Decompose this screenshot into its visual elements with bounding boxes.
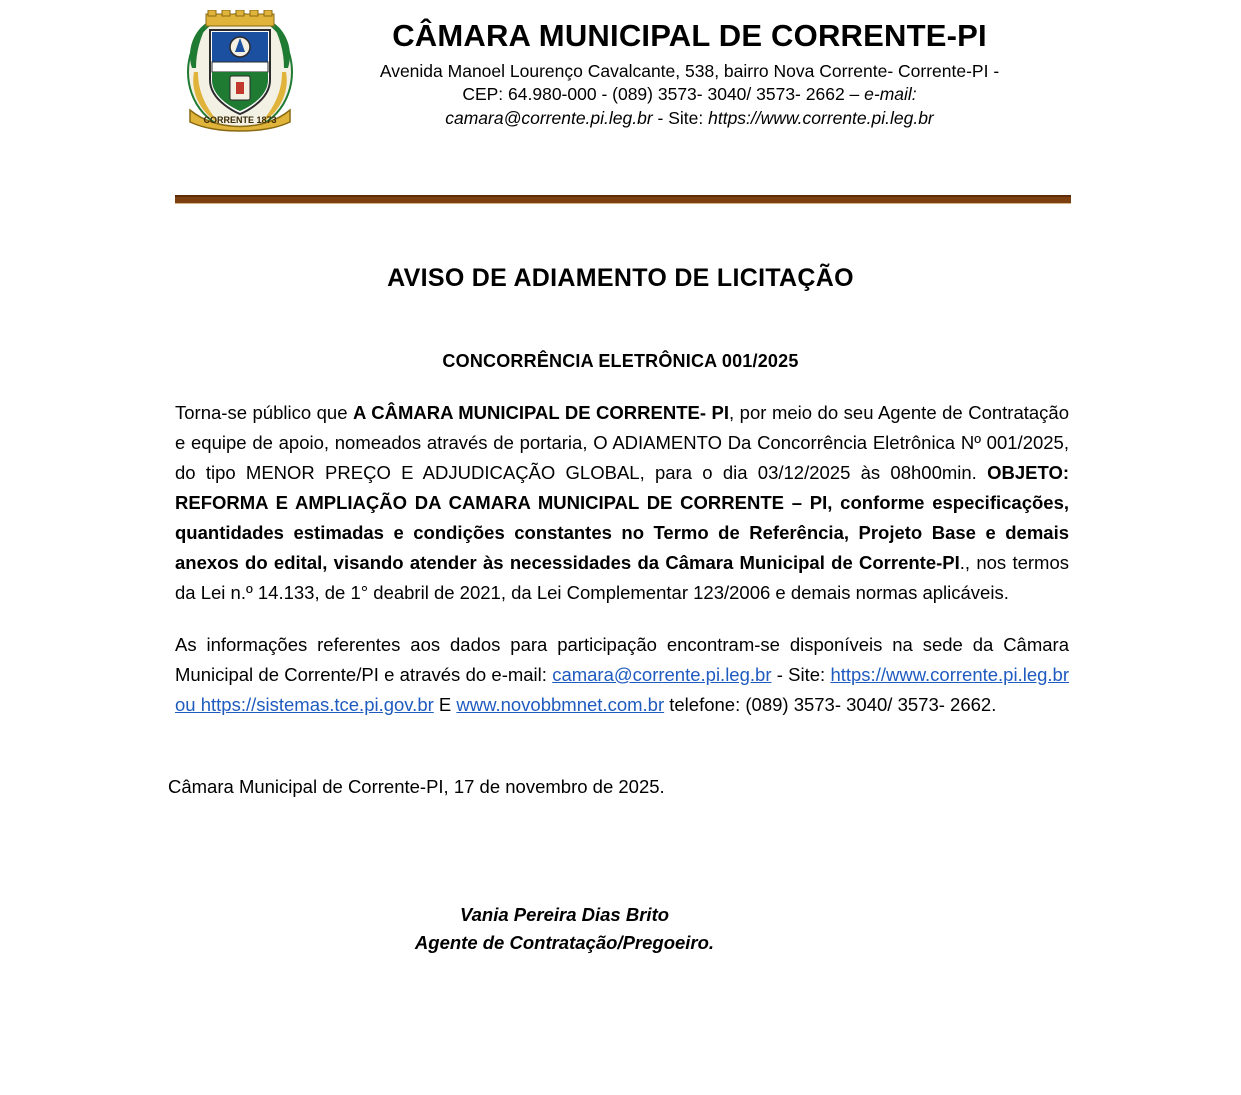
address-line-2 <box>308 83 1071 107</box>
header-email: camara@corrente.pi.leg.br <box>445 107 653 128</box>
header-site-label: - Site: <box>652 107 709 128</box>
email-link[interactable]: camara@corrente.pi.leg.br <box>552 663 772 685</box>
document-body <box>0 398 1241 720</box>
signature-name: Vania Pereira Dias Brito <box>459 903 670 925</box>
signature-block <box>0 904 1241 954</box>
notice-bold-entity: A CÂMARA MUNICIPAL DE CORRENTE- PI <box>353 402 730 423</box>
info-text-4: telefone: (089) 3573- 3040/ 3573- 2662. <box>664 693 997 715</box>
notice-bold-object: OBJETO: REFORMA E AMPLIAÇÃO DA CAMARA MUNICIPAL DE CORRENTE – PI, conforme especificações, quantidades estimadas e condições constantes no Termo de Referência, Projeto Base e demais anexos do edital, visando atender às necessidades da Câmara Municipal de Corrente-PI <box>175 461 1069 573</box>
page-title: AVISO DE ADIAMENTO DE LICITAÇÃO <box>387 264 854 292</box>
header-divider <box>175 195 1071 204</box>
address-line-3 <box>308 107 1071 131</box>
address-line-1: Avenida Manoel Lourenço Cavalcante, 538, bairro Nova Corrente- Corrente-PI - <box>379 60 1000 81</box>
closing-line: Câmara Municipal de Corrente-PI, 17 de novembro de 2025. <box>168 775 665 797</box>
header-text-block <box>300 8 1071 131</box>
paragraph-information <box>175 630 1069 720</box>
organization-title: CÂMARA MUNICIPAL DE CORRENTE-PI <box>392 18 987 53</box>
notice-text-3: ., nos termos da Lei n.º 14.133, de 1° deabril de 2021, da Lei Complementar 123/2006 e demais normas aplicáveis. <box>175 551 1069 603</box>
info-text-1: As informações referentes aos dados para participação encontram-se disponíveis na sede da Câmara Municipal de Corrente/PI e através do e-mail: <box>175 633 1069 685</box>
site-link-bbmnet[interactable]: www.novobbmnet.com.br <box>456 693 665 715</box>
svg-text:CORRENTE 1873: CORRENTE 1873 <box>203 115 277 125</box>
info-text-2: - Site: <box>771 663 831 685</box>
notice-text-1: Torna-se público que <box>175 402 354 423</box>
info-text-3: E <box>433 693 457 715</box>
header-site-url: https://www.corrente.pi.leg.br <box>708 107 934 128</box>
address-line-2-text: CEP: 64.980-000 - (089) 3573- 3040/ 3573- 2662 – <box>462 84 865 105</box>
organization-address <box>308 60 1071 131</box>
signature-role: Agente de Contratação/Pregoeiro. <box>414 931 715 953</box>
header-divider-wrap <box>0 195 1241 204</box>
brasao-corrente-icon <box>180 10 300 135</box>
page-subtitle: CONCORRÊNCIA ELETRÔNICA 001/2025 <box>442 351 799 371</box>
document-header <box>0 0 1241 135</box>
address-line-2-email-label: e-mail: <box>864 84 917 105</box>
paragraph-notice <box>175 398 1069 608</box>
notice-text-2: , por meio do seu Agente de Contratação e equipe de apoio, nomeados através de portaria, O ADIAMENTO Da Concorrência Eletrônica Nº 001/2025, do tipo MENOR PREÇO E ADJUDICAÇÃO GLOBAL, para o dia 03/12/2025 às 08h00min. <box>175 402 1069 483</box>
site-link-primary[interactable]: https://www.corrente.pi.leg.br ou https://sistemas.tce.pi.gov.br <box>175 663 1070 715</box>
